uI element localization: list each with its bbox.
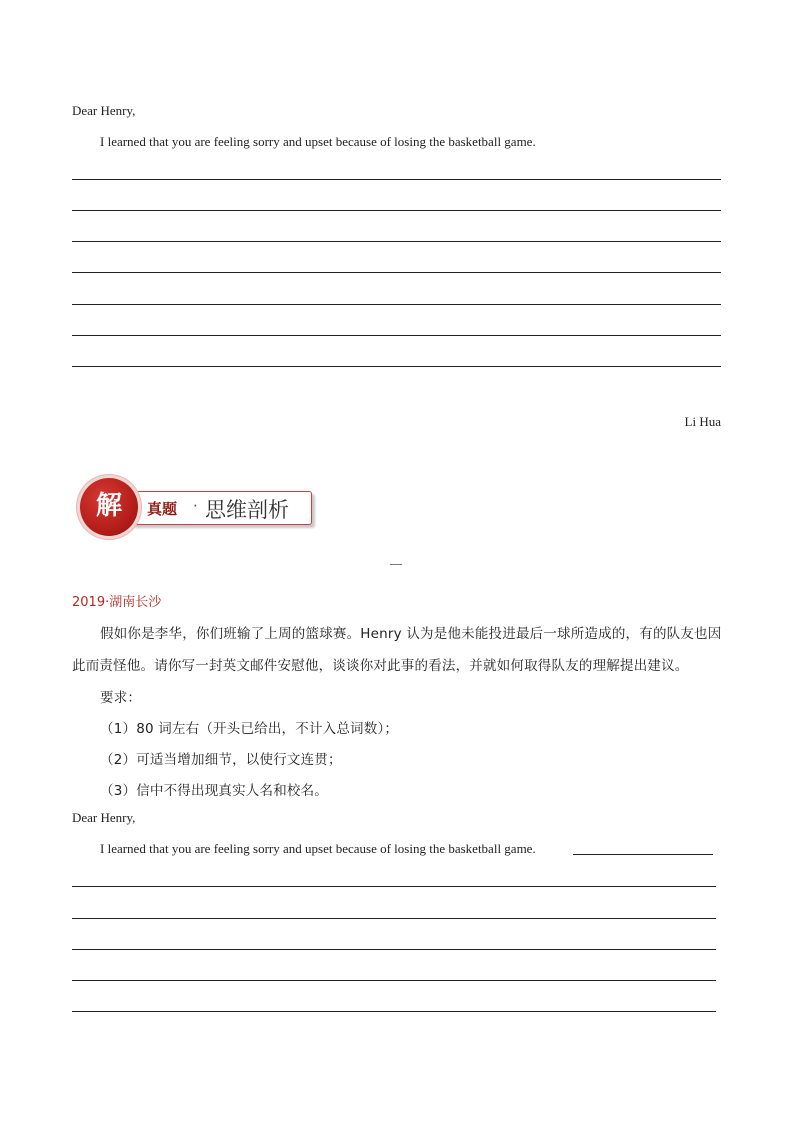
section-badge-bold-text: 真题 [147, 500, 178, 518]
task-writing-line-2 [72, 918, 716, 919]
top-signature: Li Hua [684, 414, 721, 429]
top-opening-line: I learned that you are feeling sorry and upset because of losing the basketball game. [100, 134, 536, 149]
task-writing-line-5 [72, 1011, 716, 1012]
section-badge-separator: · [193, 497, 198, 515]
top-writing-line-4 [72, 272, 721, 273]
task-source: 2019·湖南长沙 [72, 595, 162, 610]
task-opening-blank [573, 854, 713, 855]
task-writing-line-1 [72, 886, 716, 887]
top-writing-line-2 [72, 210, 721, 211]
section-badge-char: 解 [95, 491, 122, 521]
task-opening-line: I learned that you are feeling sorry and upset because of losing the basketball game. [100, 841, 536, 856]
top-writing-line-3 [72, 241, 721, 242]
task-requirement-2: （2）可适当增加细节，以使行文连贯； [100, 752, 342, 768]
section-badge [80, 478, 320, 542]
top-writing-line-6 [72, 335, 721, 336]
task-prompt-line-1: 假如你是李华，你们班输了上周的篮球赛。Henry 认为是他未能投进最后一球所造成的，有的队友也因 [100, 626, 722, 642]
top-writing-line-7 [72, 366, 721, 367]
task-prompt-line-2: 此而责怪他。请你写一封英文邮件安慰他，谈谈你对此事的看法，并就如何取得队友的理解提出建议。 [72, 658, 689, 674]
center-dash-mark: — [390, 556, 402, 570]
task-writing-line-3 [72, 949, 716, 950]
task-salutation: Dear Henry, [72, 810, 136, 825]
top-writing-line-1 [72, 179, 721, 180]
task-requirements-label: 要求： [100, 690, 142, 706]
section-badge-title: 思维剖析 [205, 498, 289, 522]
top-salutation: Dear Henry, [72, 103, 136, 118]
task-requirement-1: （1）80 词左右（开头已给出，不计入总词数）； [100, 721, 399, 737]
task-writing-line-4 [72, 980, 716, 981]
top-writing-line-5 [72, 304, 721, 305]
section-badge-bar [132, 491, 312, 525]
task-requirement-3: （3）信中不得出现真实人名和校名。 [100, 783, 328, 799]
